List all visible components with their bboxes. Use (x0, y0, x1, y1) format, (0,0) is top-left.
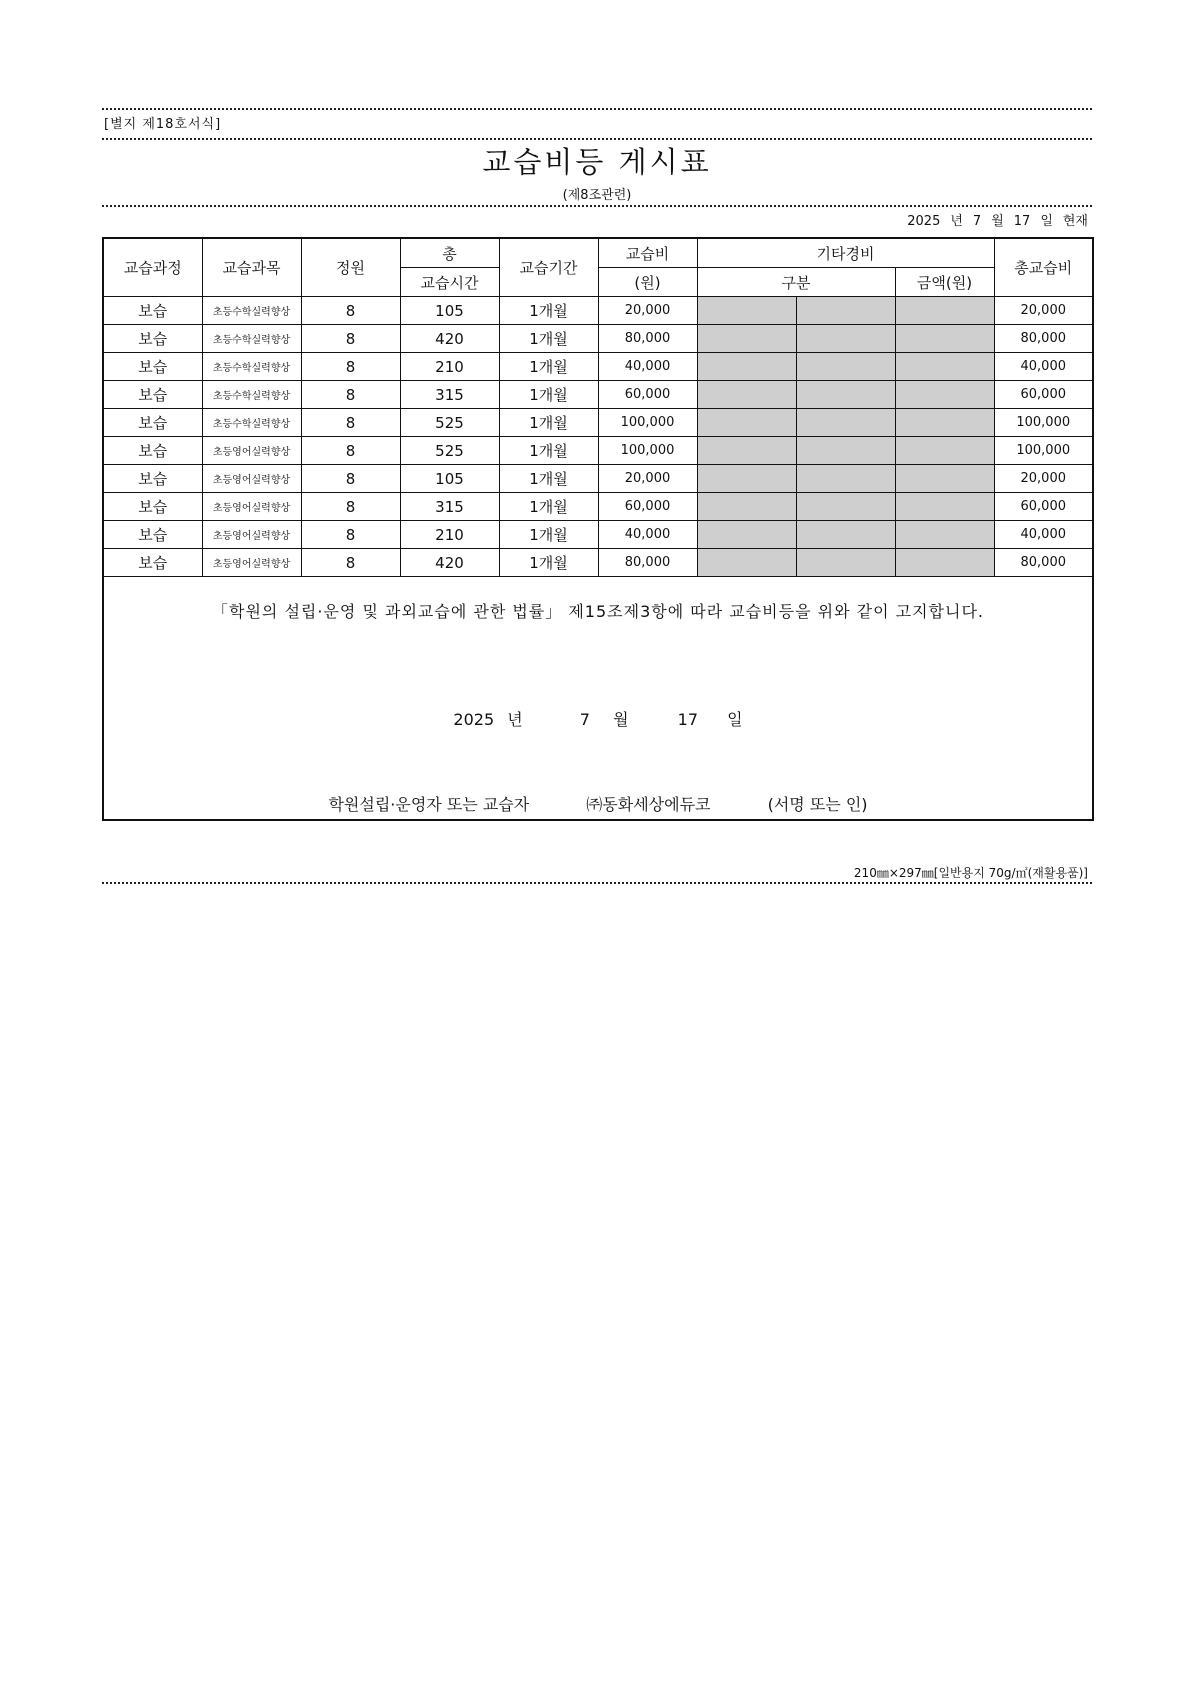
cell-other-amount (895, 325, 994, 353)
header-capacity: 정원 (301, 238, 400, 297)
cell-other-amount (895, 381, 994, 409)
signature-line (104, 792, 1092, 815)
header-other-costs: 기타경비 (697, 238, 994, 268)
cell-subject: 초등영어실력향상 (202, 437, 301, 465)
header-total-top: 총 (400, 238, 499, 268)
cell-other-category-2 (796, 381, 895, 409)
cell-hours: 420 (400, 325, 499, 353)
table-row (103, 493, 1093, 521)
cell-other-category-1 (697, 381, 796, 409)
cell-other-amount (895, 521, 994, 549)
cell-capacity: 8 (301, 493, 400, 521)
cell-other-amount (895, 549, 994, 577)
cell-fee: 80,000 (598, 549, 697, 577)
form-number: [별지 제18호서식] (104, 117, 222, 132)
signer-label: 학원설립·운영자 또는 교습자 (328, 795, 530, 814)
cell-total: 80,000 (994, 549, 1093, 577)
cell-hours: 525 (400, 437, 499, 465)
cell-course: 보습 (103, 381, 202, 409)
notice-year: 2025 (453, 710, 495, 729)
cell-other-category-2 (796, 437, 895, 465)
header-total-hours: 교습시간 (400, 268, 499, 297)
cell-other-category-2 (796, 549, 895, 577)
cell-total: 100,000 (994, 409, 1093, 437)
table-row (103, 437, 1093, 465)
cell-subject: 초등영어실력향상 (202, 549, 301, 577)
cell-total: 40,000 (994, 521, 1093, 549)
header-period: 교습기간 (499, 238, 598, 297)
cell-other-category-1 (697, 493, 796, 521)
cell-other-category-2 (796, 493, 895, 521)
cell-capacity: 8 (301, 521, 400, 549)
cell-other-category-1 (697, 549, 796, 577)
cell-other-category-1 (697, 409, 796, 437)
cell-fee: 20,000 (598, 297, 697, 325)
sign-note: (서명 또는 인) (767, 795, 868, 814)
paper-spec: 210㎜×297㎜[일반용지 70g/㎡(재활용품)] (853, 866, 1088, 880)
cell-capacity: 8 (301, 549, 400, 577)
cell-other-category-2 (796, 521, 895, 549)
cell-subject: 초등영어실력향상 (202, 521, 301, 549)
cell-period: 1개월 (499, 549, 598, 577)
cell-fee: 20,000 (598, 465, 697, 493)
as-of-month-unit: 월 (991, 214, 1004, 229)
as-of-month: 7 (972, 214, 982, 229)
cell-total: 20,000 (994, 465, 1093, 493)
header-row-1 (103, 238, 1093, 268)
cell-subject: 초등수학실력향상 (202, 409, 301, 437)
cell-course: 보습 (103, 493, 202, 521)
cell-other-category-2 (796, 465, 895, 493)
cell-period: 1개월 (499, 381, 598, 409)
table-row (103, 409, 1093, 437)
notice-day: 17 (677, 710, 698, 729)
table-row (103, 465, 1093, 493)
cell-fee: 60,000 (598, 381, 697, 409)
header-course-type: 교습과정 (103, 238, 202, 297)
cell-subject: 초등영어실력향상 (202, 493, 301, 521)
as-of-suffix: 현재 (1062, 214, 1088, 229)
cell-course: 보습 (103, 437, 202, 465)
title-bottom-divider (102, 205, 1092, 207)
cell-other-category-1 (697, 437, 796, 465)
table-row (103, 549, 1093, 577)
cell-subject: 초등수학실력향상 (202, 353, 301, 381)
cell-hours: 525 (400, 409, 499, 437)
cell-fee: 80,000 (598, 325, 697, 353)
cell-course: 보습 (103, 353, 202, 381)
cell-other-category-2 (796, 297, 895, 325)
as-of-year: 2025 (907, 214, 941, 229)
cell-other-category-1 (697, 325, 796, 353)
cell-hours: 420 (400, 549, 499, 577)
cell-subject: 초등영어실력향상 (202, 465, 301, 493)
cell-hours: 315 (400, 381, 499, 409)
cell-other-category-2 (796, 325, 895, 353)
cell-total: 20,000 (994, 297, 1093, 325)
cell-fee: 40,000 (598, 521, 697, 549)
notice-month: 7 (579, 710, 590, 729)
header-category: 구분 (697, 268, 895, 297)
table-row (103, 325, 1093, 353)
cell-subject: 초등수학실력향상 (202, 381, 301, 409)
bottom-divider (102, 882, 1092, 884)
as-of-day-unit: 일 (1040, 214, 1053, 229)
cell-other-category-2 (796, 409, 895, 437)
cell-other-amount (895, 493, 994, 521)
cell-fee: 60,000 (598, 493, 697, 521)
notice-cell (103, 577, 1093, 821)
cell-capacity: 8 (301, 297, 400, 325)
as-of-date (897, 210, 1088, 229)
cell-capacity: 8 (301, 465, 400, 493)
cell-capacity: 8 (301, 409, 400, 437)
cell-total: 40,000 (994, 353, 1093, 381)
header-fee-top: 교습비 (598, 238, 697, 268)
table-row (103, 353, 1093, 381)
cell-other-category-1 (697, 297, 796, 325)
cell-hours: 210 (400, 521, 499, 549)
cell-fee: 40,000 (598, 353, 697, 381)
notice-area (104, 577, 1092, 819)
cell-capacity: 8 (301, 437, 400, 465)
cell-hours: 105 (400, 297, 499, 325)
cell-total: 80,000 (994, 325, 1093, 353)
cell-period: 1개월 (499, 325, 598, 353)
cell-course: 보습 (103, 297, 202, 325)
notice-month-unit: 월 (613, 710, 629, 729)
cell-other-amount (895, 353, 994, 381)
table-row (103, 381, 1093, 409)
cell-other-amount (895, 465, 994, 493)
page-subtitle: (제8조관련) (562, 188, 632, 203)
cell-period: 1개월 (499, 353, 598, 381)
cell-other-category-1 (697, 353, 796, 381)
cell-period: 1개월 (499, 437, 598, 465)
cell-period: 1개월 (499, 493, 598, 521)
cell-course: 보습 (103, 521, 202, 549)
cell-subject: 초등수학실력향상 (202, 325, 301, 353)
page-title: 교습비등 게시표 (482, 145, 712, 179)
cell-other-category-1 (697, 521, 796, 549)
cell-other-amount (895, 437, 994, 465)
table-row (103, 297, 1093, 325)
notice-day-unit: 일 (727, 710, 743, 729)
cell-capacity: 8 (301, 353, 400, 381)
cell-capacity: 8 (301, 325, 400, 353)
cell-fee: 100,000 (598, 437, 697, 465)
table-row (103, 521, 1093, 549)
as-of-day: 17 (1013, 214, 1031, 229)
cell-capacity: 8 (301, 381, 400, 409)
notice-year-unit: 년 (507, 710, 523, 729)
cell-other-amount (895, 297, 994, 325)
cell-subject: 초등수학실력향상 (202, 297, 301, 325)
notice-date (104, 707, 1092, 730)
cell-total: 60,000 (994, 493, 1093, 521)
cell-period: 1개월 (499, 409, 598, 437)
cell-course: 보습 (103, 465, 202, 493)
cell-course: 보습 (103, 409, 202, 437)
cell-hours: 105 (400, 465, 499, 493)
notice-text: 「학원의 설립·운영 및 과외교습에 관한 법률」 제15조제3항에 따라 교습비등을 위와 같이 고지합니다. (212, 602, 984, 621)
cell-period: 1개월 (499, 521, 598, 549)
header-subject: 교습과목 (202, 238, 301, 297)
header-fee-unit: (원) (598, 268, 697, 297)
cell-course: 보습 (103, 325, 202, 353)
signer-name: ㈜동화세상에듀코 (586, 795, 711, 814)
cell-total: 100,000 (994, 437, 1093, 465)
fee-table (102, 237, 1094, 821)
cell-period: 1개월 (499, 465, 598, 493)
cell-course: 보습 (103, 549, 202, 577)
cell-other-amount (895, 409, 994, 437)
cell-hours: 210 (400, 353, 499, 381)
cell-fee: 100,000 (598, 409, 697, 437)
header-amount: 금액(원) (895, 268, 994, 297)
cell-other-category-2 (796, 353, 895, 381)
header-total-fee: 총교습비 (994, 238, 1093, 297)
cell-period: 1개월 (499, 297, 598, 325)
top-divider (102, 108, 1092, 110)
cell-other-category-1 (697, 465, 796, 493)
cell-hours: 315 (400, 493, 499, 521)
as-of-year-unit: 년 (950, 214, 963, 229)
cell-total: 60,000 (994, 381, 1093, 409)
